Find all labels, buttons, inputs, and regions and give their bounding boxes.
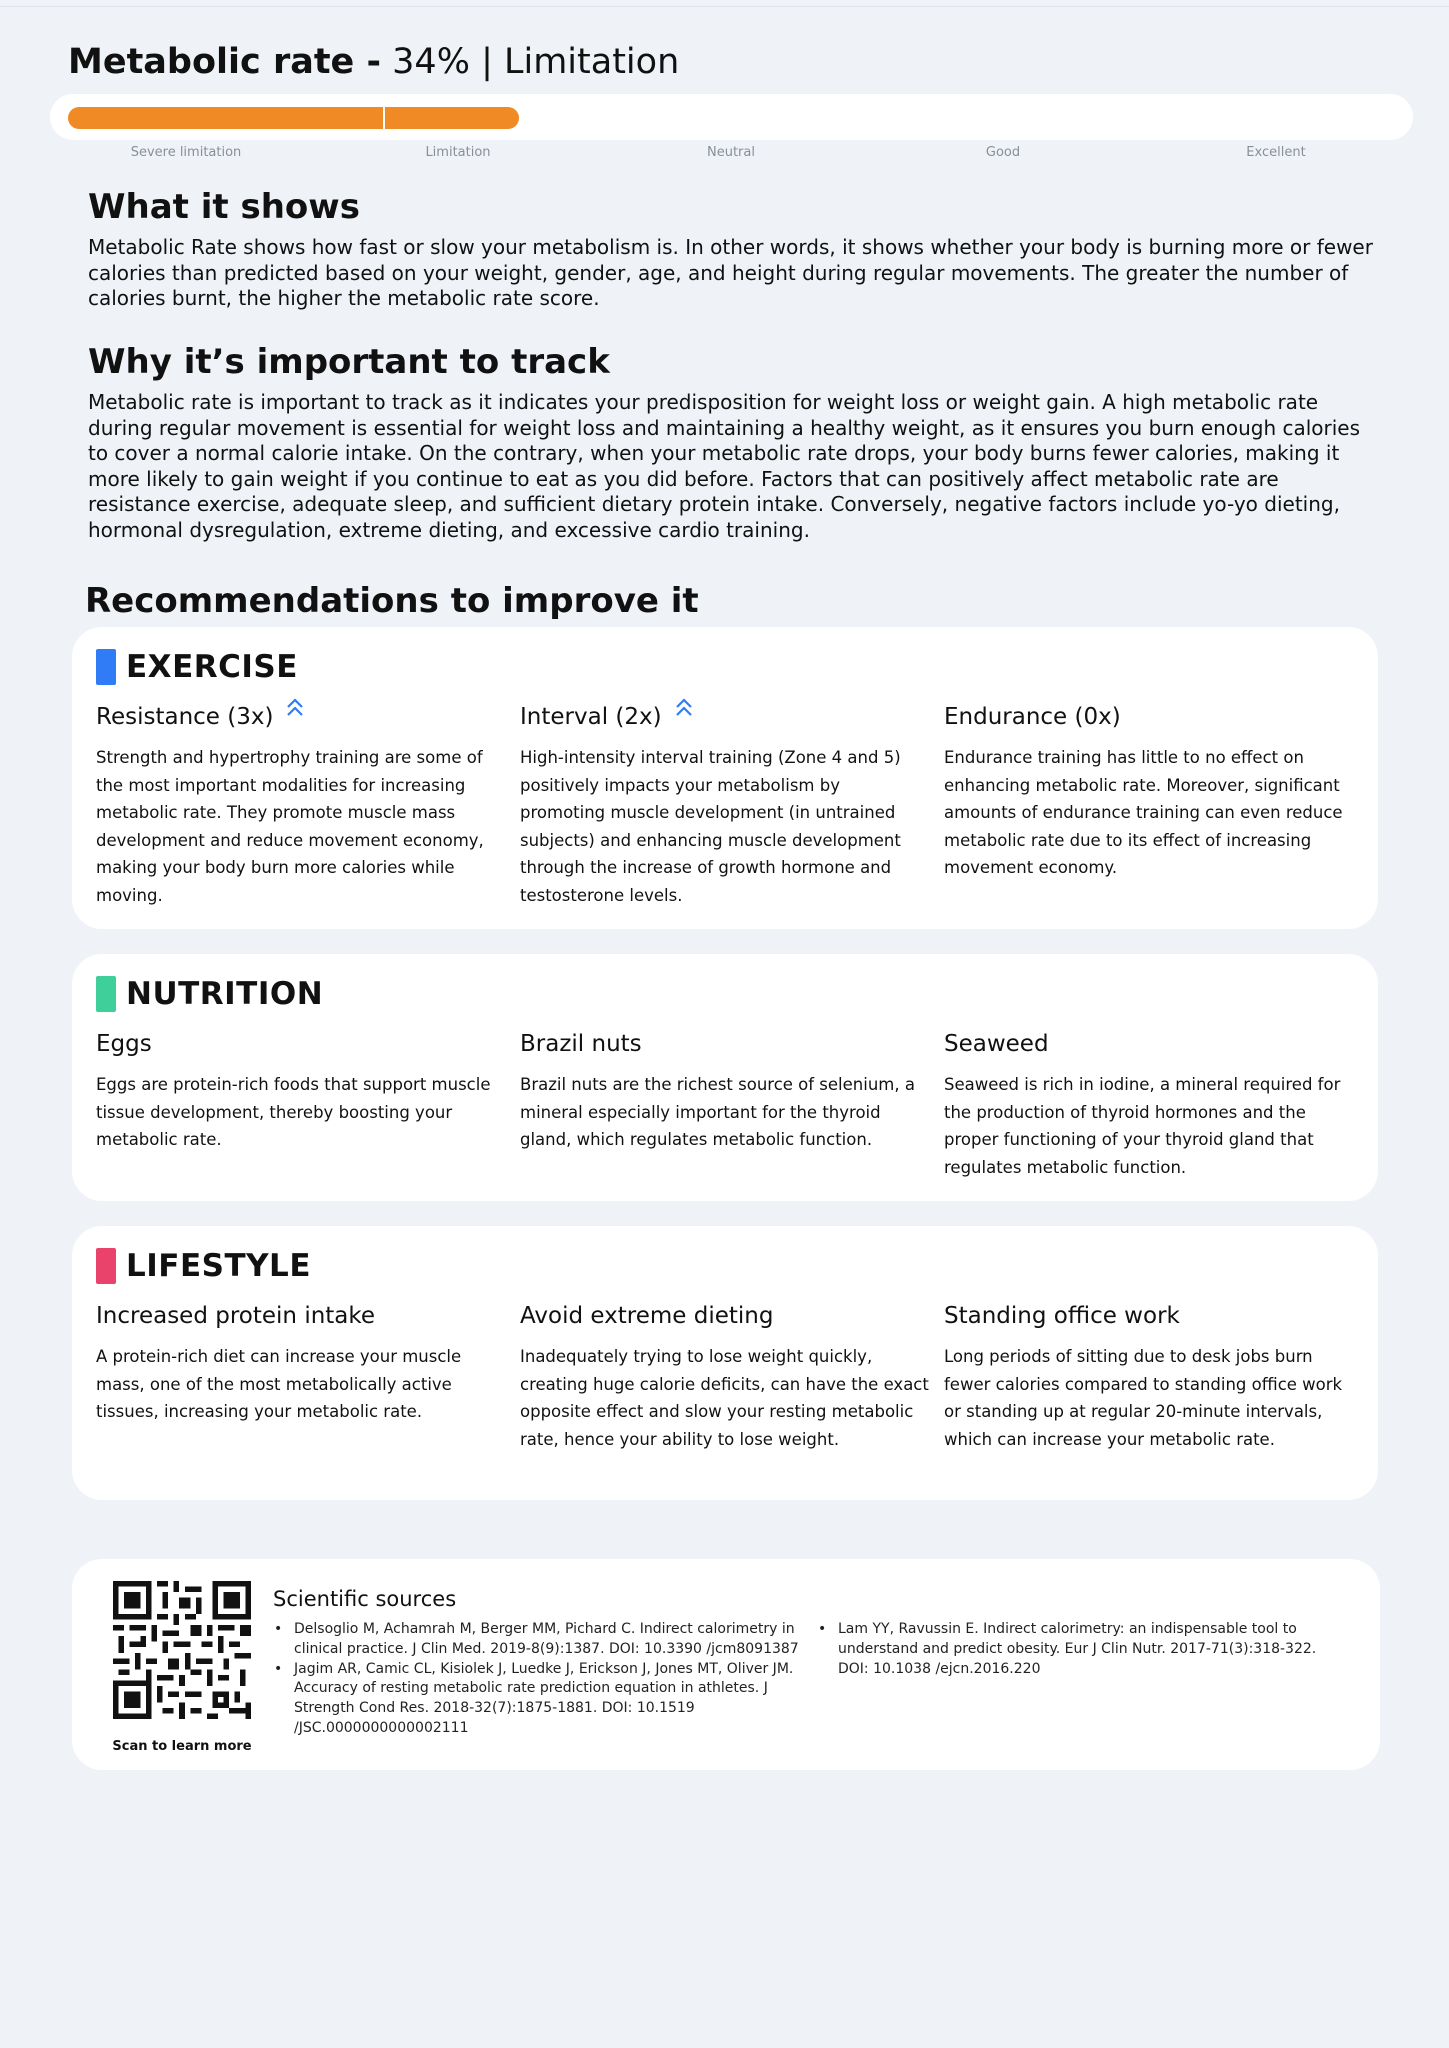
nutrition-item-title: Seaweed — [944, 1031, 1049, 1057]
nutrition-color-bar — [96, 976, 116, 1012]
gauge-fill — [68, 107, 519, 129]
what-it-shows-heading: What it shows — [88, 187, 360, 227]
lifestyle-item-title: Increased protein intake — [96, 1303, 376, 1329]
qr-code-icon[interactable] — [113, 1581, 251, 1719]
lifestyle-item-text: A protein-rich diet can increase your muscle mass, one of the most metabolically active tissues, increasing your metabolic rate. — [96, 1347, 462, 1421]
sources-list-right — [818, 1620, 1348, 1679]
lifestyle-item-title: Standing office work — [944, 1303, 1180, 1329]
nutrition-item — [944, 1029, 1354, 1181]
exercise-item-title: Interval (2x) — [520, 704, 662, 730]
double-chevron-up-icon — [285, 696, 305, 722]
exercise-item — [520, 702, 930, 909]
exercise-item-title: Resistance (3x) — [96, 704, 274, 730]
nutrition-label: NUTRITION — [126, 976, 324, 1012]
what-it-shows-text: Metabolic Rate shows how fast or slow your metabolism is. In other words, it shows whether your body is burning more or fewer calories than predicted based on your weight, gender, age, and height during regular movements. The greater the number of calories burnt, the higher the metabolic rate score. — [88, 235, 1373, 310]
exercise-color-bar — [96, 649, 116, 685]
level-label: Severe limitation — [130, 145, 242, 160]
nutrition-item-title: Brazil nuts — [520, 1031, 642, 1057]
nutrition-item — [520, 1029, 930, 1154]
top-divider — [0, 6, 1449, 7]
exercise-label: EXERCISE — [126, 649, 298, 685]
lifestyle-label: LIFESTYLE — [126, 1248, 311, 1284]
lifestyle-item — [520, 1301, 930, 1453]
exercise-card — [72, 627, 1378, 929]
qr-caption: Scan to learn more — [112, 1739, 252, 1754]
lifestyle-category — [96, 1248, 311, 1284]
double-chevron-up-icon — [674, 696, 694, 722]
source-item: • Delsoglio M, Achamrah M, Berger MM, Pichard C. Indirect calorimetry in clinical practice. J Clin Med. 2019-8(9):1387. DOI: 10.3390 /jcm8091387 — [274, 1620, 814, 1660]
nutrition-item-title: Eggs — [96, 1031, 152, 1057]
gauge-levels — [50, 145, 1413, 163]
metric-score: 34% | Limitation — [392, 42, 680, 82]
score-gauge — [50, 94, 1413, 140]
lifestyle-item-text: Inadequately trying to lose weight quickly, creating huge calorie deficits, can have the exact opposite effect and slow your resting metabolic rate, hence your ability to lose weight. — [520, 1347, 929, 1449]
gauge-segment-divider — [383, 107, 385, 129]
exercise-item — [96, 702, 506, 909]
source-item: • Lam YY, Ravussin E. Indirect calorimetry: an indispensable tool to understand and predict obesity. Eur J Clin Nutr. 2017-71(3):318-322. DOI: 10.1038 /ejcn.2016.220 — [818, 1620, 1348, 1679]
lifestyle-item — [944, 1301, 1354, 1453]
nutrition-card — [72, 954, 1378, 1201]
lifestyle-item-text: Long periods of sitting due to desk jobs burn fewer calories compared to standing office work or standing up at regular 20-minute intervals, which can increase your metabolic rate. — [944, 1347, 1343, 1449]
lifestyle-color-bar — [96, 1248, 116, 1284]
sources-heading: Scientific sources — [273, 1587, 457, 1611]
recommendations-heading: Recommendations to improve it — [85, 581, 699, 621]
lifestyle-item-title: Avoid extreme dieting — [520, 1303, 774, 1329]
level-label: Excellent — [1246, 145, 1306, 160]
source-item: • Jagim AR, Camic CL, Kisiolek J, Luedke J, Erickson J, Jones MT, Oliver JM. Accuracy of resting metabolic rate prediction equation in athletes. J Strength Cond Res. 2018-32(7):1875-1881. DOI: 10.1519 /JSC.0000000000002111 — [274, 1660, 814, 1739]
nutrition-item-text: Brazil nuts are the richest source of selenium, a mineral especially important for the thyroid gland, which regulates metabolic function. — [520, 1075, 915, 1149]
level-label: Limitation — [425, 145, 491, 160]
exercise-item-title: Endurance (0x) — [944, 704, 1121, 730]
exercise-item-text: Strength and hypertrophy training are some of the most important modalities for increasing metabolic rate. They promote muscle mass development and reduce movement economy, making your body burn more calories while moving. — [96, 748, 484, 905]
exercise-item-text: High-intensity interval training (Zone 4 and 5) positively impacts your metabolism by promoting muscle development (in untrained subjects) and enhancing muscle development through the increase of growth hormone and testosterone levels. — [520, 748, 901, 905]
lifestyle-item — [96, 1301, 506, 1426]
nutrition-category — [96, 976, 323, 1012]
why-track-heading: Why it’s important to track — [88, 342, 610, 382]
exercise-item-text: Endurance training has little to no effect on enhancing metabolic rate. Moreover, significant amounts of endurance training can even reduce metabolic rate due to its effect of increasing movement economy. — [944, 748, 1343, 877]
nutrition-item-text: Seaweed is rich in iodine, a mineral required for the production of thyroid hormones and the proper functioning of your thyroid gland that regulates metabolic function. — [944, 1075, 1341, 1177]
page-title — [68, 38, 679, 86]
level-label: Good — [985, 145, 1021, 160]
lifestyle-card — [72, 1226, 1378, 1500]
exercise-category — [96, 649, 298, 685]
metric-name: Metabolic rate - — [68, 42, 382, 82]
sources-card — [72, 1559, 1380, 1770]
nutrition-item — [96, 1029, 506, 1154]
exercise-item — [944, 702, 1354, 882]
level-label: Neutral — [707, 145, 755, 160]
why-track-text: Metabolic rate is important to track as it indicates your predisposition for weight loss or weight gain. A high metabolic rate during regular movement is essential for weight loss and maintaining a healthy weight, as it ensures you burn enough calories to cover a normal calorie intake. On the contrary, when your metabolic rate drops, your body burns fewer calories, making it more likely to gain weight if you continue to eat as you did before. Factors that can positively affect metabolic rate are resistance exercise, adequate sleep, and sufficient dietary protein intake. Conversely, negative factors include yo-yo dieting, hormonal dysregulation, extreme dieting, and excessive cardio training. — [88, 390, 1361, 542]
nutrition-item-text: Eggs are protein-rich foods that support muscle tissue development, thereby boosting your metabolic rate. — [96, 1075, 491, 1149]
sources-list-left — [274, 1620, 814, 1739]
